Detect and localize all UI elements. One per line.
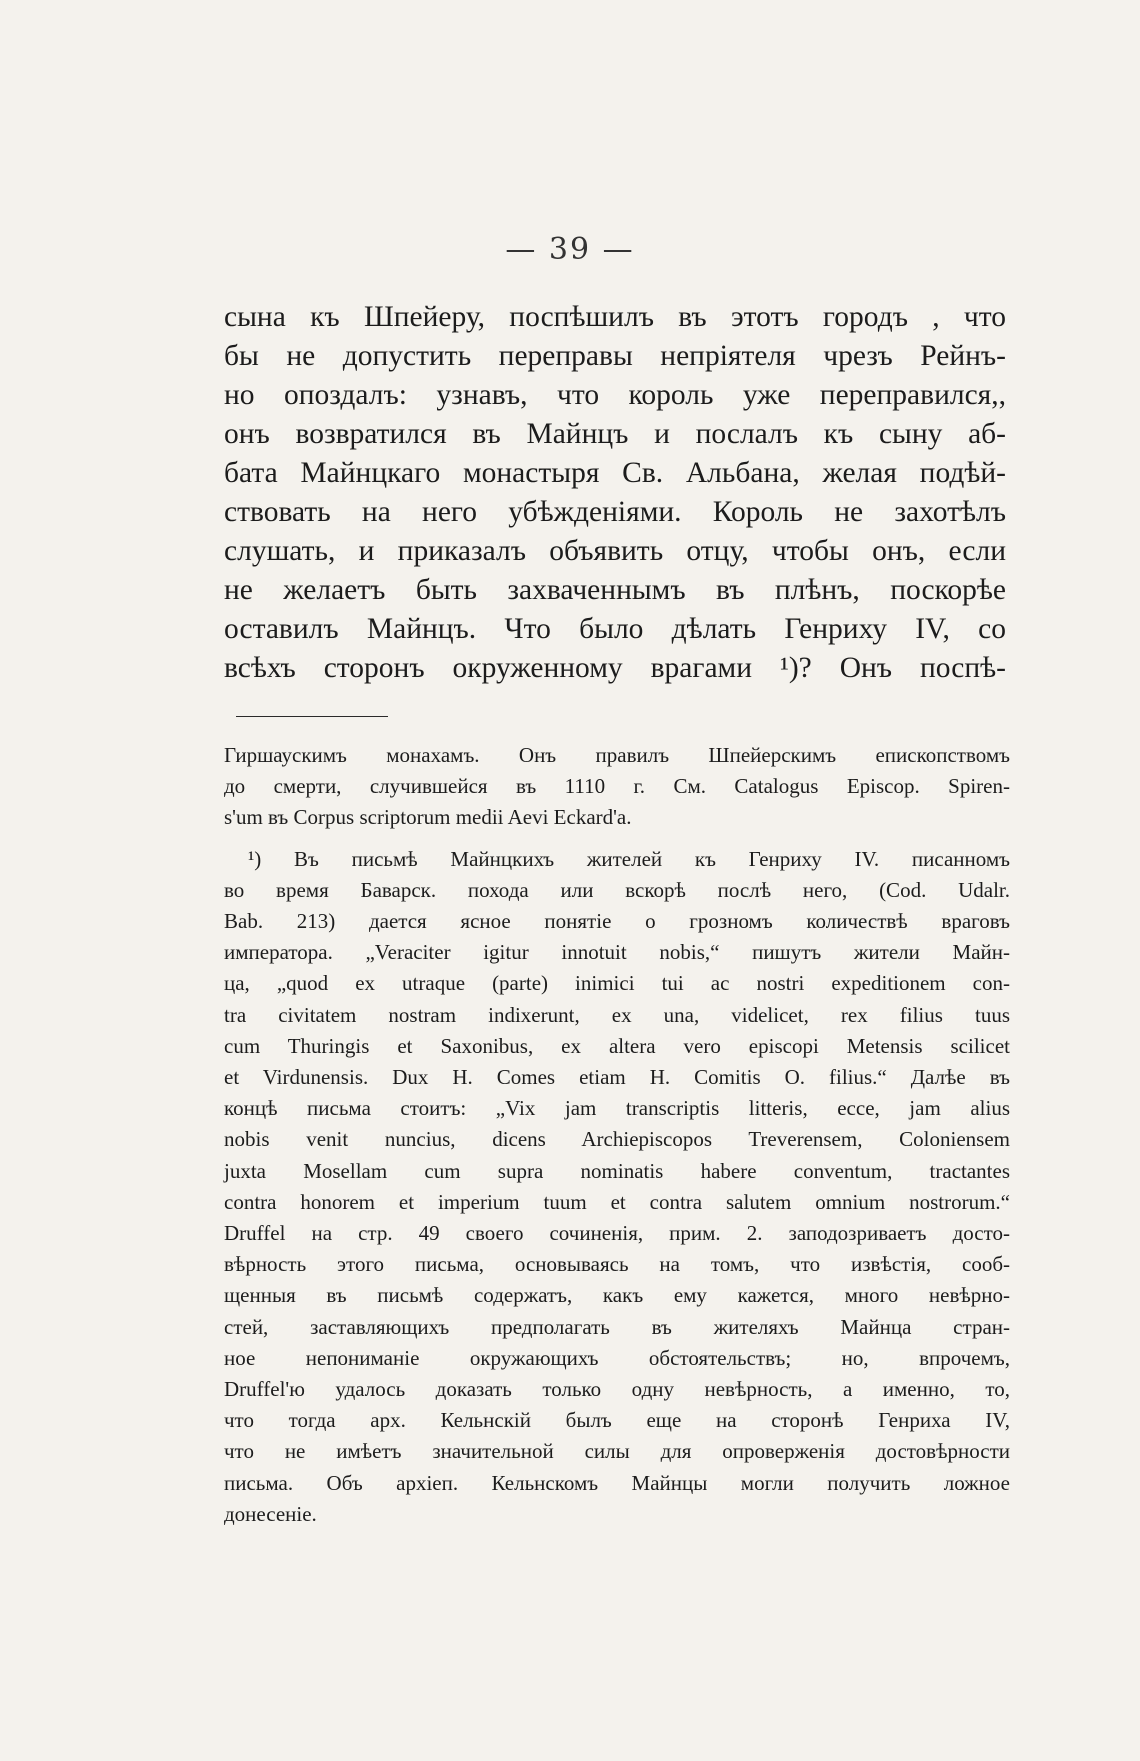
footnote-line: tra civitatem nostram indixerunt, ex una, videlicet, rex filius tuus [224, 1002, 1010, 1027]
footnote-line: стей, заставляющихъ предполагать въ жителяхъ Майнца стран- [224, 1314, 1010, 1339]
footnote-line: концѣ письма стоитъ: „Vix jam transcriptis litteris, ecce, jam alius [224, 1096, 1010, 1121]
main-text-line: ствовать на него убѣжденіями. Король не захотѣлъ [224, 496, 1006, 528]
footnote-line: ¹) Въ письмѣ Майнцкихъ жителей къ Генриху IV. писанномъ [248, 846, 1010, 871]
main-text-line: всѣхъ сторонъ окруженному врагами ¹)? Онъ поспѣ- [224, 652, 1006, 684]
footnote-continued [224, 740, 1010, 834]
footnotes-block [224, 740, 1010, 1530]
footnote-line: до смерти, случившейся въ 1110 г. См. Catalogus Episcop. Spiren- [224, 774, 1010, 799]
footnote-line: s'um въ Corpus scriptorum medii Aevi Eckard'a. [224, 805, 632, 830]
main-text-line: бы не допустить переправы непріятеля чрезъ Рейнъ- [224, 340, 1006, 372]
footnote-line: nobis venit nuncius, dicens Archiepiscopos Treverensem, Coloniensem [224, 1127, 1010, 1152]
footnote-line: Bab. 213) дается ясное понятіе о грозномъ количествѣ враговъ [224, 909, 1010, 934]
footnote-line: донесеніе. [224, 1501, 317, 1526]
footnote-line: что не имѣетъ значительной силы для опроверженія достовѣрности [224, 1439, 1010, 1464]
main-text-line: онъ возвратился въ Майнцъ и послалъ къ сыну аб- [224, 418, 1006, 450]
footnote-line: вѣрность этого письма, основываясь на томъ, что извѣстія, сооб- [224, 1252, 1010, 1277]
footnote-line: императора. „Veraciter igitur innotuit nobis,“ пишутъ жители Майн- [224, 940, 1010, 965]
footnote-line: Druffel'ю удалось доказать только одну невѣрность, а именно, то, [224, 1377, 1010, 1402]
footnote-line: juxta Mosellam cum supra nominatis habere conventum, tractantes [224, 1158, 1010, 1183]
main-text-line: оставилъ Майнцъ. Что было дѣлать Генриху IV, со [224, 613, 1006, 645]
footnote-line: Гиршаускимъ монахамъ. Онъ правилъ Шпейерскимъ епископствомъ [224, 743, 1010, 767]
main-text-line: не желаетъ быть захваченнымъ въ плѣнъ, поскорѣе [224, 574, 1006, 606]
footnote-1 [224, 844, 1010, 1530]
footnote-line: et Virdunensis. Dux H. Comes etiam H. Comitis O. filius.“ Далѣе въ [224, 1065, 1010, 1090]
main-text-line: сына къ Шпейеру, поспѣшилъ въ этотъ городъ , что [224, 301, 1006, 333]
main-text-block [224, 298, 1006, 688]
footnote-line: во время Баварск. похода или вскорѣ послѣ него, (Cod. Udalr. [224, 877, 1010, 902]
footnote-line: что тогда арх. Кельнскій былъ еще на сторонѣ Генриха IV, [224, 1408, 1010, 1433]
footnote-gap [224, 834, 1010, 844]
page-number: — 39 — [505, 232, 635, 267]
main-text-line: слушать, и приказалъ объявить отцу, чтобы онъ, если [224, 535, 1006, 567]
footnote-line: contra honorem et imperium tuum et contra salutem omnium nostrorum.“ [224, 1189, 1010, 1214]
footnote-divider [236, 716, 388, 717]
footnote-line: ца, „quod ex utraque (parte) inimici tui ac nostri expeditionem con- [224, 971, 1010, 996]
footnote-line: Druffel на стр. 49 своего сочиненія, прим. 2. заподозриваетъ досто- [224, 1221, 1010, 1246]
footnote-line: cum Thuringis et Saxonibus, ex altera vero episcopi Metensis scilicet [224, 1033, 1010, 1058]
footnote-line: письма. Объ архіеп. Кельнскомъ Майнцы могли получить ложное [224, 1470, 1010, 1495]
footnote-line: ное непониманіе окружающихъ обстоятельствъ; но, впрочемъ, [224, 1345, 1010, 1370]
main-text-line: но опоздалъ: узнавъ, что король уже переправился,, [224, 379, 1006, 411]
footnote-line: щенныя въ письмѣ содержатъ, какъ ему кажется, много невѣрно- [224, 1283, 1010, 1308]
main-text-line: бата Майнцкаго монастыря Св. Альбана, желая подѣй- [224, 457, 1006, 489]
